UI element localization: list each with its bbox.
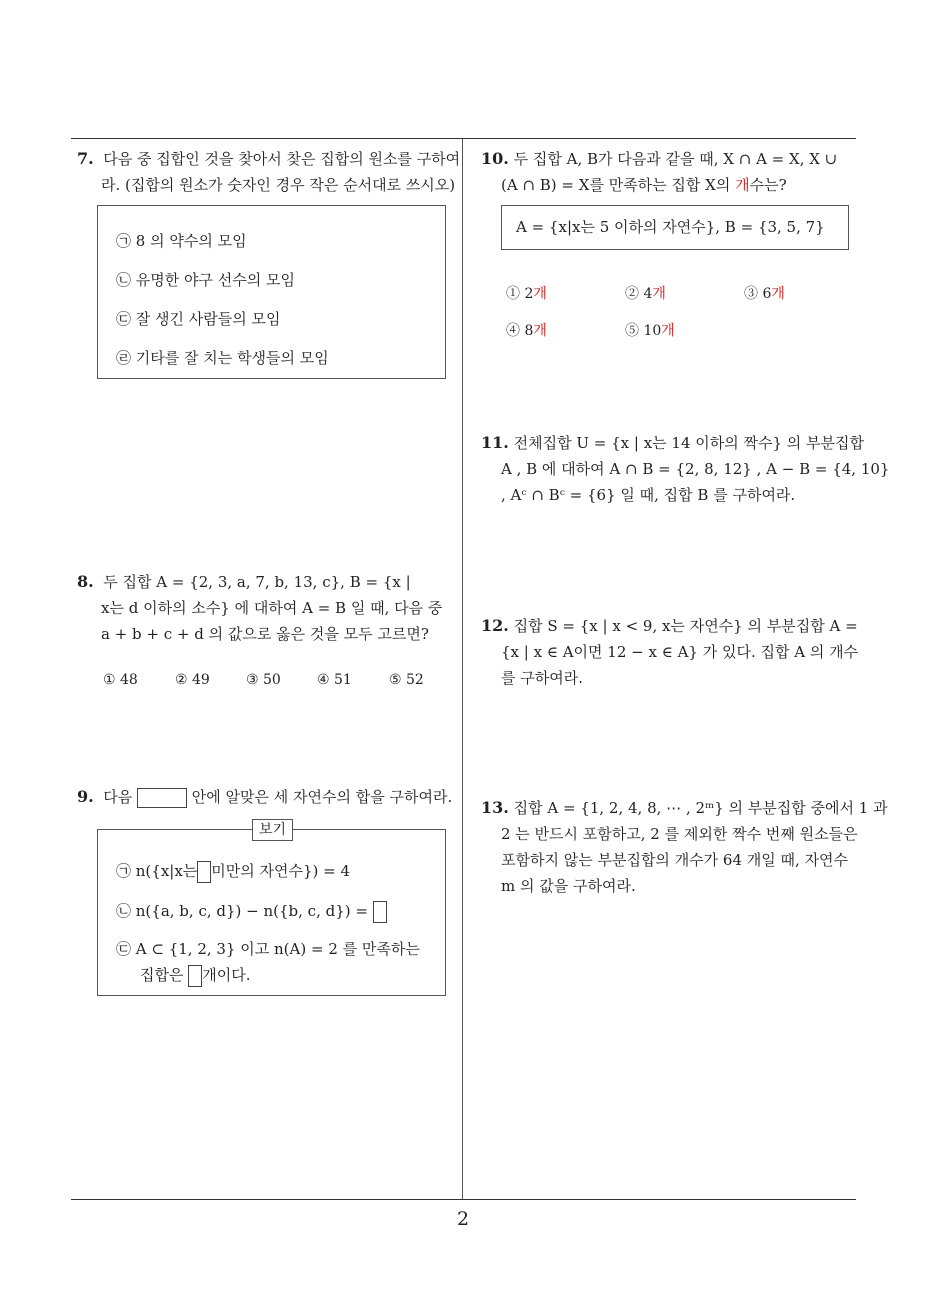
question-text-line: 를 구하여라. (501, 669, 583, 687)
top-rule (71, 138, 856, 139)
option-label: ④ 8 (506, 323, 534, 339)
question-text-line: 집합 S = {x | x < 9, x는 자연수} 의 부분집합 A = (513, 617, 858, 635)
q9-item-text: 미만의 자연수}) = 4 (211, 862, 351, 880)
q10-option[interactable] (625, 283, 666, 303)
question-number: 10. (481, 149, 509, 168)
question-text: 안에 알맞은 세 자연수의 합을 구하여라. (191, 788, 453, 806)
bogi-label: 보기 (252, 819, 293, 841)
question-number: 8. (77, 572, 94, 591)
q9-bogi-box (97, 822, 446, 996)
q9-item (116, 900, 387, 923)
question-number: 11. (481, 433, 509, 452)
question-text-line: a + b + c + d 의 값으로 옳은 것을 모두 고르면? (101, 625, 429, 643)
question-number: 9. (77, 787, 94, 806)
option-unit: 개 (771, 286, 785, 302)
question-text: 수는? (749, 176, 787, 194)
q9-item-text: 개이다. (202, 966, 251, 984)
question-text-line: 전체집합 U = {x | x는 14 이하의 짝수} 의 부분집합 (513, 434, 865, 452)
question-7 (77, 146, 461, 198)
answer-blank (188, 965, 202, 987)
question-text: (A ∩ B) = X를 만족하는 집합 X의 (501, 176, 731, 194)
q8-option[interactable]: ⑤ 52 (389, 672, 424, 688)
q7-item: ㉢ 잘 생긴 사람들의 모임 (116, 310, 281, 328)
question-text-line: 2 는 반드시 포함하고, 2 를 제외한 짝수 번째 원소들은 (501, 825, 858, 843)
q10-condition-box (501, 205, 849, 250)
answer-blank (137, 788, 187, 808)
question-11 (481, 430, 890, 508)
q10-option[interactable] (744, 283, 785, 303)
q10-option[interactable] (506, 283, 547, 303)
question-12 (481, 613, 861, 691)
q8-option[interactable]: ① 48 (103, 672, 138, 688)
answer-blank (197, 861, 211, 883)
q8-option[interactable]: ③ 50 (246, 672, 281, 688)
option-unit: 개 (652, 286, 666, 302)
option-label: ① 2 (506, 286, 534, 302)
highlighted-text: 개 (735, 176, 750, 194)
question-text-line: A , B 에 대하여 A ∩ B = {2, 8, 12} , A − B = {4, 10} (501, 460, 890, 478)
q9-item (116, 860, 350, 883)
question-text-line: 포함하지 않는 부분집합의 개수가 64 개일 때, 자연수 (501, 851, 849, 869)
option-label: ③ 6 (744, 286, 772, 302)
question-text-line: {x | x ∈ A이면 12 − x ∈ A} 가 있다. 집합 A 의 개수 (501, 643, 859, 661)
question-number: 7. (77, 149, 94, 168)
option-unit: 개 (661, 323, 675, 339)
question-10 (481, 146, 861, 198)
q9-item: ㉢ A ⊂ {1, 2, 3} 이고 n(A) = 2 를 만족하는 (116, 940, 420, 958)
page-number: 2 (456, 1208, 470, 1230)
question-13 (481, 795, 888, 899)
question-text-line: m 의 값을 구하여라. (501, 877, 636, 895)
bottom-rule (71, 1199, 856, 1200)
q8-option[interactable]: ② 49 (175, 672, 210, 688)
question-text-line: , Aᶜ ∩ Bᶜ = {6} 일 때, 집합 B 를 구하여라. (501, 486, 796, 504)
question-text-line: 다음 중 집합인 것을 찾아서 찾은 집합의 원소를 구하여 (103, 150, 461, 168)
q7-item: ㉠ 8 의 약수의 모임 (116, 232, 247, 250)
q9-item (140, 964, 251, 987)
q9-item-text: ㉡ n({a, b, c, d}) − n({b, c, d}) = (116, 902, 368, 920)
question-text-line: x는 d 이하의 소수} 에 대하여 A = B 일 때, 다음 중 (101, 599, 443, 617)
q8-option[interactable]: ④ 51 (317, 672, 352, 688)
question-text: 다음 (103, 788, 133, 806)
q7-item: ㉣ 기타를 잘 치는 학생들의 모임 (116, 349, 329, 367)
question-text-line: 두 집합 A, B가 다음과 같을 때, X ∩ A = X, X ∪ (513, 150, 838, 168)
question-number: 12. (481, 616, 509, 635)
q9-item-text: 집합은 (140, 966, 184, 984)
question-text-line: 두 집합 A = {2, 3, a, 7, b, 13, c}, B = {x | (103, 573, 411, 591)
question-text-line: 집합 A = {1, 2, 4, 8, ⋯ , 2ᵐ} 의 부분집합 중에서 1 과 (513, 799, 888, 817)
question-number: 13. (481, 798, 509, 817)
option-unit: 개 (533, 286, 547, 302)
question-text-line: 라. (집합의 원소가 숫자인 경우 작은 순서대로 쓰시오) (101, 176, 456, 194)
q7-choices-box (97, 205, 446, 379)
answer-blank (373, 901, 387, 923)
option-unit: 개 (533, 323, 547, 339)
q10-option[interactable] (625, 320, 675, 340)
q7-item: ㉡ 유명한 야구 선수의 모임 (116, 271, 295, 289)
option-label: ② 4 (625, 286, 653, 302)
column-divider (462, 139, 463, 1199)
option-label: ⑤ 10 (625, 323, 662, 339)
q10-option[interactable] (506, 320, 547, 340)
q10-condition: A = {x|x는 5 이하의 자연수}, B = {3, 5, 7} (516, 218, 825, 236)
question-9 (77, 784, 462, 810)
q9-item-text: ㉠ n({x|x는 (116, 862, 198, 880)
question-8 (77, 569, 457, 647)
